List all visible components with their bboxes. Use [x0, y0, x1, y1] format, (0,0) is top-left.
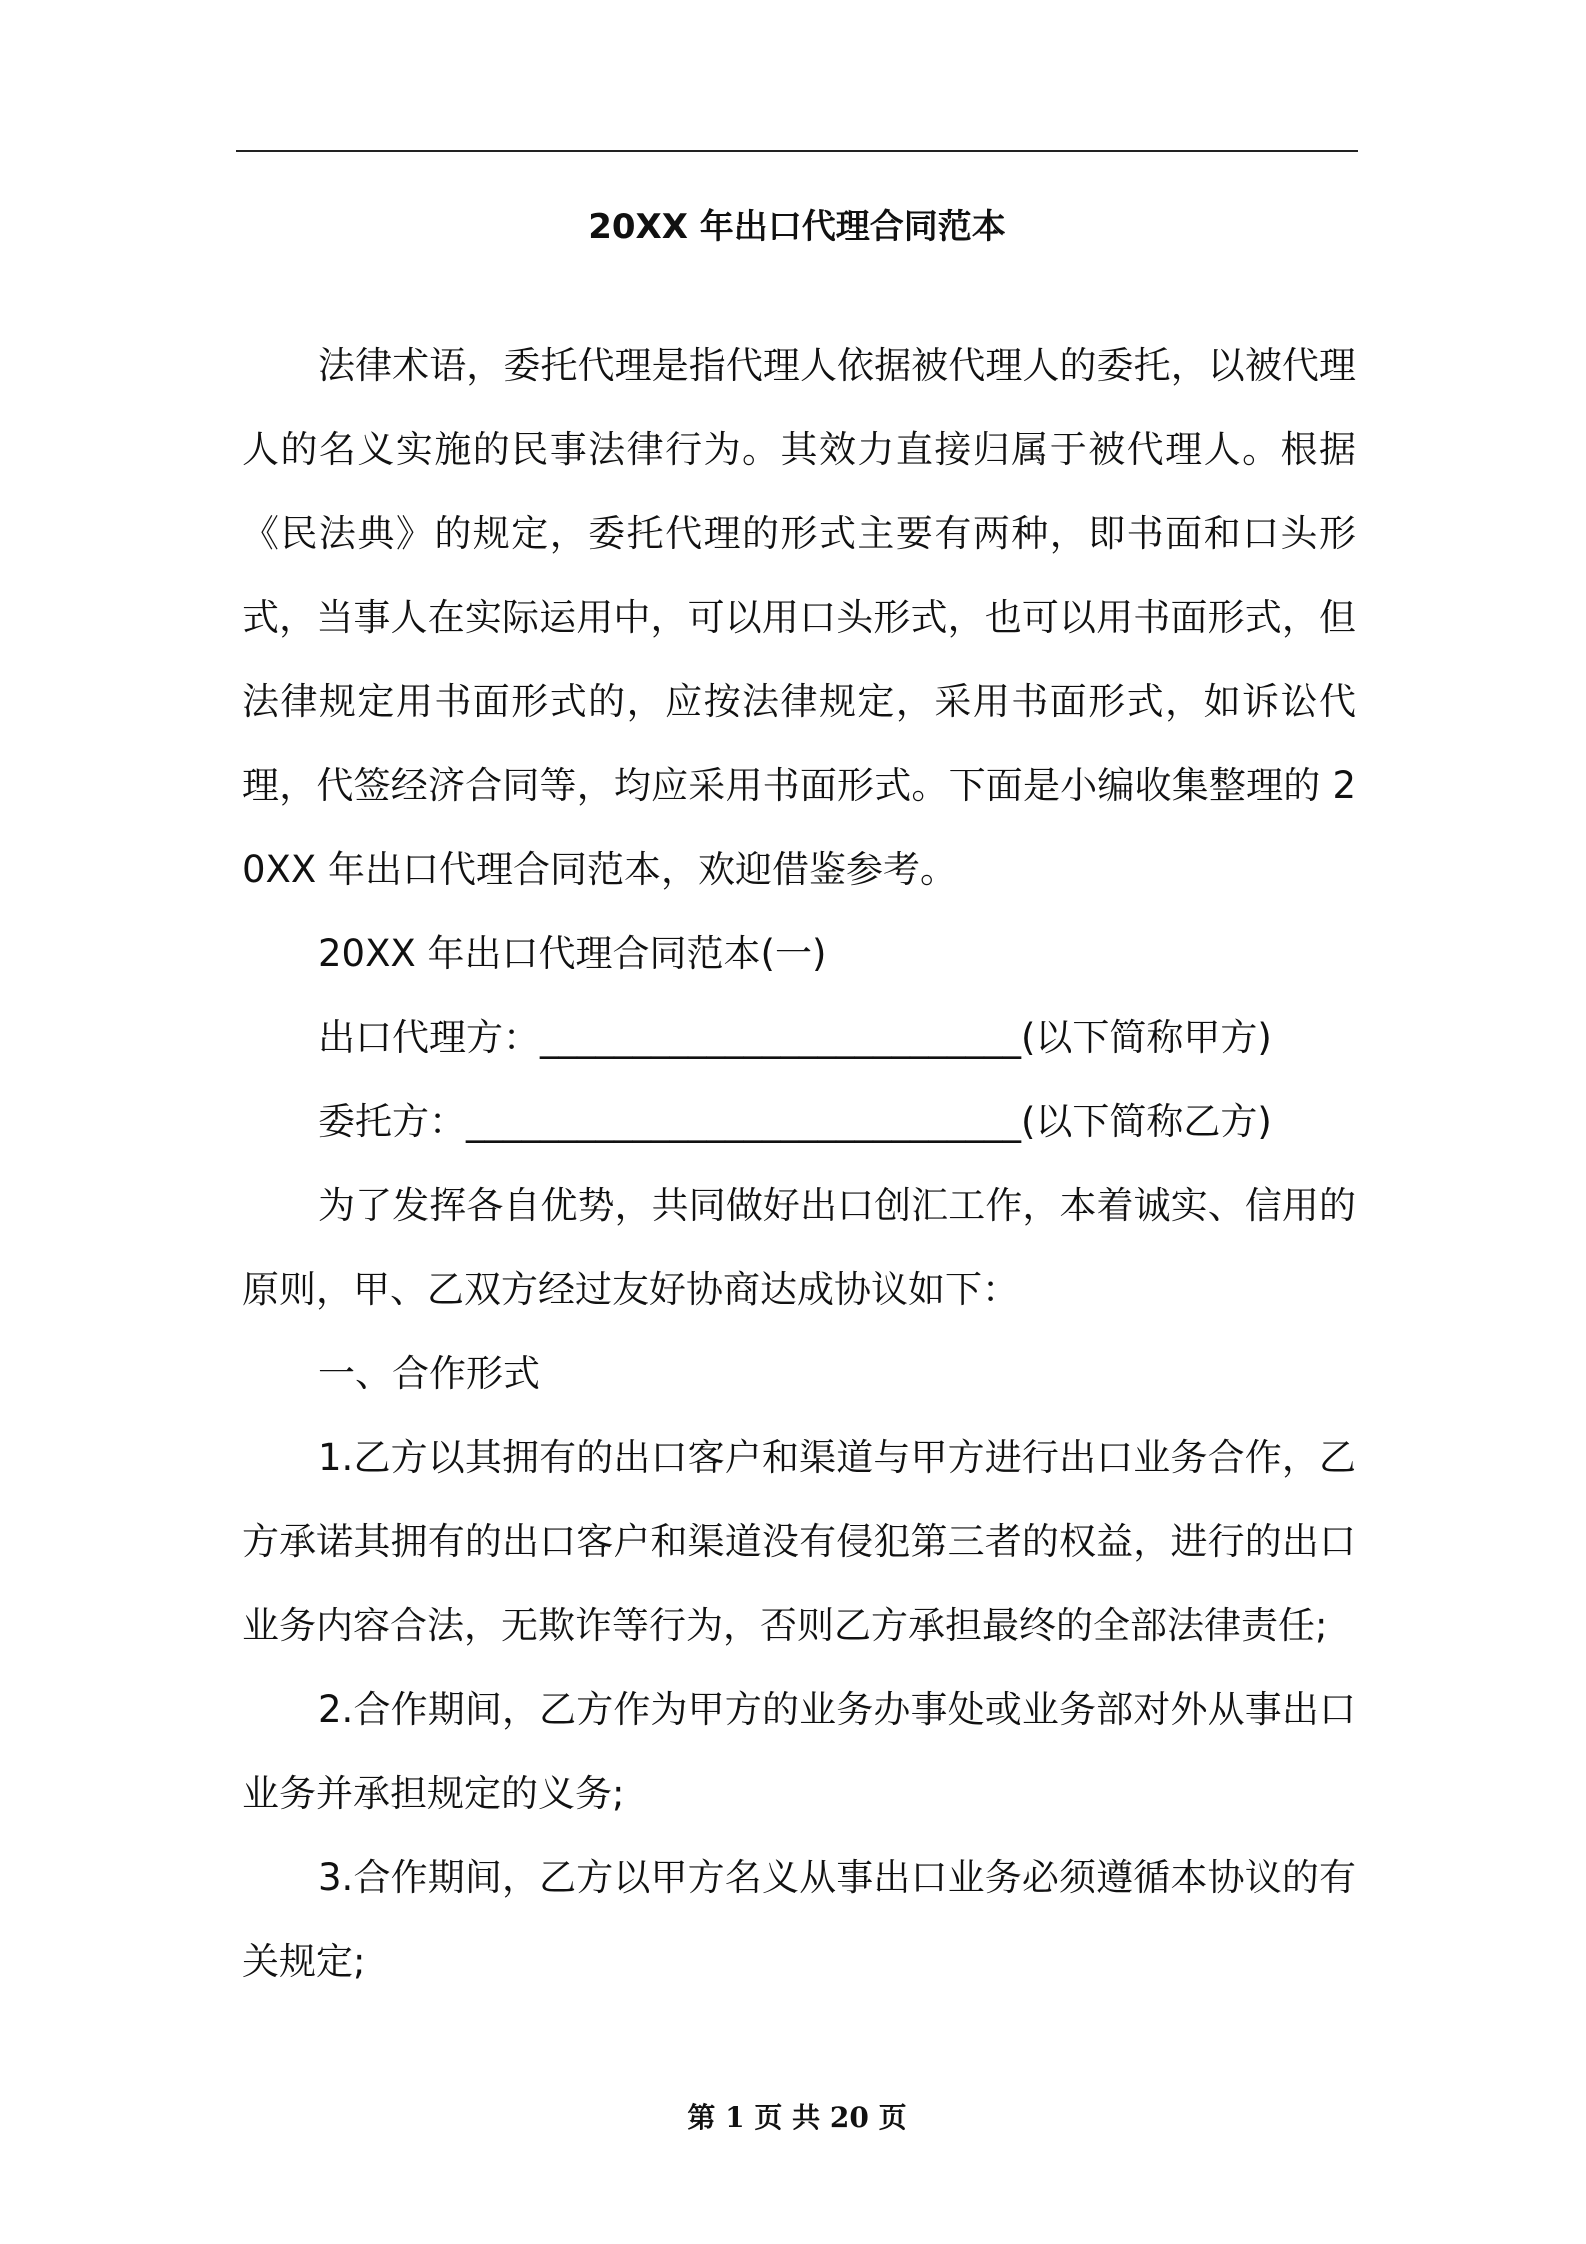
header-rule [236, 150, 1358, 152]
party-b-line: 委托方：______________________________(以下简称乙方) [318, 1100, 1272, 1143]
preamble-paragraph: 为了发挥各自优势，共同做好出口创汇工作，本着诚实、信用的原则，甲、乙双方经过友好协商达成协议如下： [242, 1184, 1356, 1311]
clause-3: 3.合作期间，乙方以甲方名义从事出口业务必须遵循本协议的有关规定; [242, 1856, 1356, 1983]
clause-2: 2.合作期间，乙方作为甲方的业务办事处或业务部对外从事出口业务并承担规定的义务; [242, 1688, 1356, 1815]
document-title: 20XX 年出口代理合同范本 [588, 207, 1006, 247]
clause-1: 1.乙方以其拥有的出口客户和渠道与甲方进行出口业务合作，乙方承诺其拥有的出口客户和渠道没有侵犯第三者的权益，进行的出口业务内容合法，无欺诈等行为，否则乙方承担最终的全部法律责任; [242, 1436, 1356, 1647]
contract-subtitle: 20XX 年出口代理合同范本(一) [318, 932, 827, 975]
intro-paragraph: 法律术语，委托代理是指代理人依据被代理人的委托，以被代理人的名义实施的民事法律行为。其效力直接归属于被代理人。根据《民法典》的规定，委托代理的形式主要有两种，即书面和口头形式，当事人在实际运用中，可以用口头形式，也可以用书面形式，但法律规定用书面形式的，应按法律规定，采用书面形式，如诉讼代理，代签经济合同等，均应采用书面形式。下面是小编收集整理的 20XX 年出口代理合同范本，欢迎借鉴参考。 [242, 344, 1356, 891]
document-body [242, 324, 1356, 2004]
page-footer: 第 1 页 共 20 页 [687, 2101, 907, 2134]
section-heading: 一、合作形式 [318, 1352, 540, 1395]
party-a-line: 出口代理方：__________________________(以下简称甲方) [318, 1016, 1272, 1059]
